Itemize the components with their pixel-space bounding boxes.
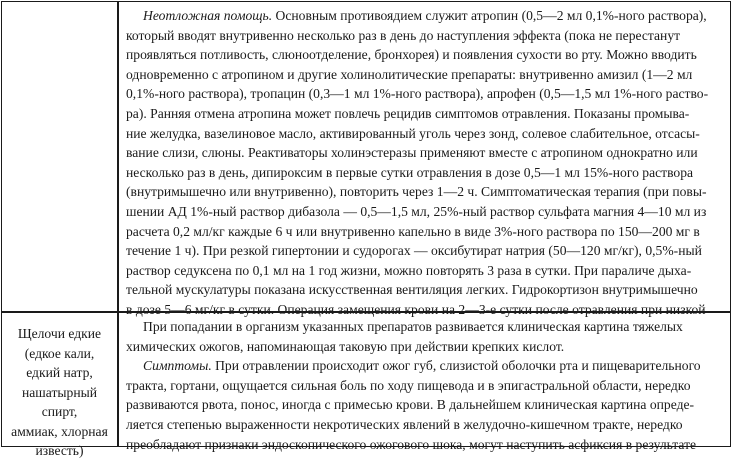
text-line: раствор седуксена по 0,1 мл на 1 год жизни, можно повторять 3 раза в сутки. При параличе дыха- bbox=[126, 262, 692, 278]
text-line: в дозе 5—6 мг/кг в сутки. Операция замещения крови на 2—3-е сутки после отравления при низкой bbox=[126, 302, 706, 317]
row-2-substance bbox=[2, 313, 117, 458]
text-line: При попадании в организм указанных препаратов развивается клиническая картина тяжелых bbox=[143, 319, 683, 334]
row-1-description bbox=[126, 6, 723, 317]
text-line: несколько раз в день, дипироксим в первые сутки отравления в дозе 0,5—1 мл 15%-ного раствора bbox=[126, 164, 694, 180]
text-line: Симптомы. При отравлении происходит ожог губ, слизистой оболочки рта и пищеварительного bbox=[143, 358, 701, 374]
text-line: 0,1%-ного раствора), тропацин (0,3—1 мл 1%-ного раствора), апрофен (0,5—1,5 мл 1%-ного раство- bbox=[126, 86, 709, 102]
text-line: ляется степенью выраженности некротических явлений в желудочно-кишечном тракте, нередко bbox=[126, 417, 683, 432]
text-line: (внутримышечно или внутривенно), повторить через 1—2 ч. Симптоматическая терапия (при повы- bbox=[126, 184, 707, 200]
text-line: шении АД 1%-ный раствор дибазола — 0,5—1,5 мл, 25%-ный раствор сульфата магния 4—10 мл из bbox=[126, 204, 707, 219]
substance-name-line: едкий натр, bbox=[26, 365, 93, 380]
substance-name-line: нашатырный bbox=[21, 384, 97, 400]
text-line: химических ожогов, напоминающая таковую при действии крепких кислот. bbox=[126, 338, 565, 354]
substance-name-line: аммиак, хлорная bbox=[11, 423, 108, 439]
text-line: развиваются рвота, понос, иногда с примесью крови. В дальнейшем клиническая картина опреде- bbox=[126, 397, 695, 413]
section-heading: Неотложная помощь. bbox=[143, 8, 273, 23]
text-line: проявляться потливость, слюноотделение, бронхорея) и появления сухости во рту. Можно вводить bbox=[126, 47, 697, 63]
text-line: который вводят внутривенно несколько раз в день до наступления эффекта (пока не перестанут bbox=[126, 27, 681, 43]
text-line: вание слизи, слюны. Реактиваторы холинэстеразы применяют вместе с атропином однократно или bbox=[126, 145, 698, 161]
text-line: тракта, гортани, ощущается сильная боль по ходу пищевода и в эпигастральной области, нередко bbox=[126, 377, 691, 393]
section-heading: Симптомы. bbox=[143, 358, 212, 374]
column-divider bbox=[117, 2, 119, 446]
substance-name-line: Щелочи едкие bbox=[17, 326, 102, 341]
substance-name-line: известь) bbox=[35, 443, 84, 458]
text-line: преобладают признаки эндоскопического ожогового шока, могут наступить асфиксия в результате bbox=[126, 436, 697, 452]
text-line: одновременно с атропином и другие холинолитические препараты: внутривенно амизил (1—2 мл bbox=[126, 66, 693, 82]
text-line: тельной мускулатуры показана искусственная вентиляция легких. Гидрокортизон внутримышечно bbox=[126, 282, 698, 298]
text-line: течение 1 ч). При резкой гипертонии и судорогах — оксибутират натрия (50—120 мг/кг), 0,5%-ный bbox=[126, 243, 702, 259]
text-line: расчета 0,2 мл/кг каждые 6 ч или внутривенно капельно в виде 3%-ного раствора по 150—200 мг в bbox=[126, 223, 700, 239]
text-line: ра). Ранняя отмена атропина может повлечь рецидив симптомов отравления. Показаны промыва- bbox=[126, 106, 690, 121]
text-line: ние желудка, вазелиновое масло, активированный уголь через зонд, солевое слабительное, отсасы- bbox=[126, 125, 700, 141]
poisoning-table bbox=[1, 1, 731, 458]
substance-name-line: спирт, bbox=[41, 404, 78, 419]
row-2-description bbox=[126, 317, 723, 452]
substance-name-line: (едкое кали, bbox=[24, 345, 95, 361]
text-line: Неотложная помощь. Основным противоядием служит атропин (0,5—2 мл 0,1%-ного раствора), bbox=[143, 8, 707, 23]
